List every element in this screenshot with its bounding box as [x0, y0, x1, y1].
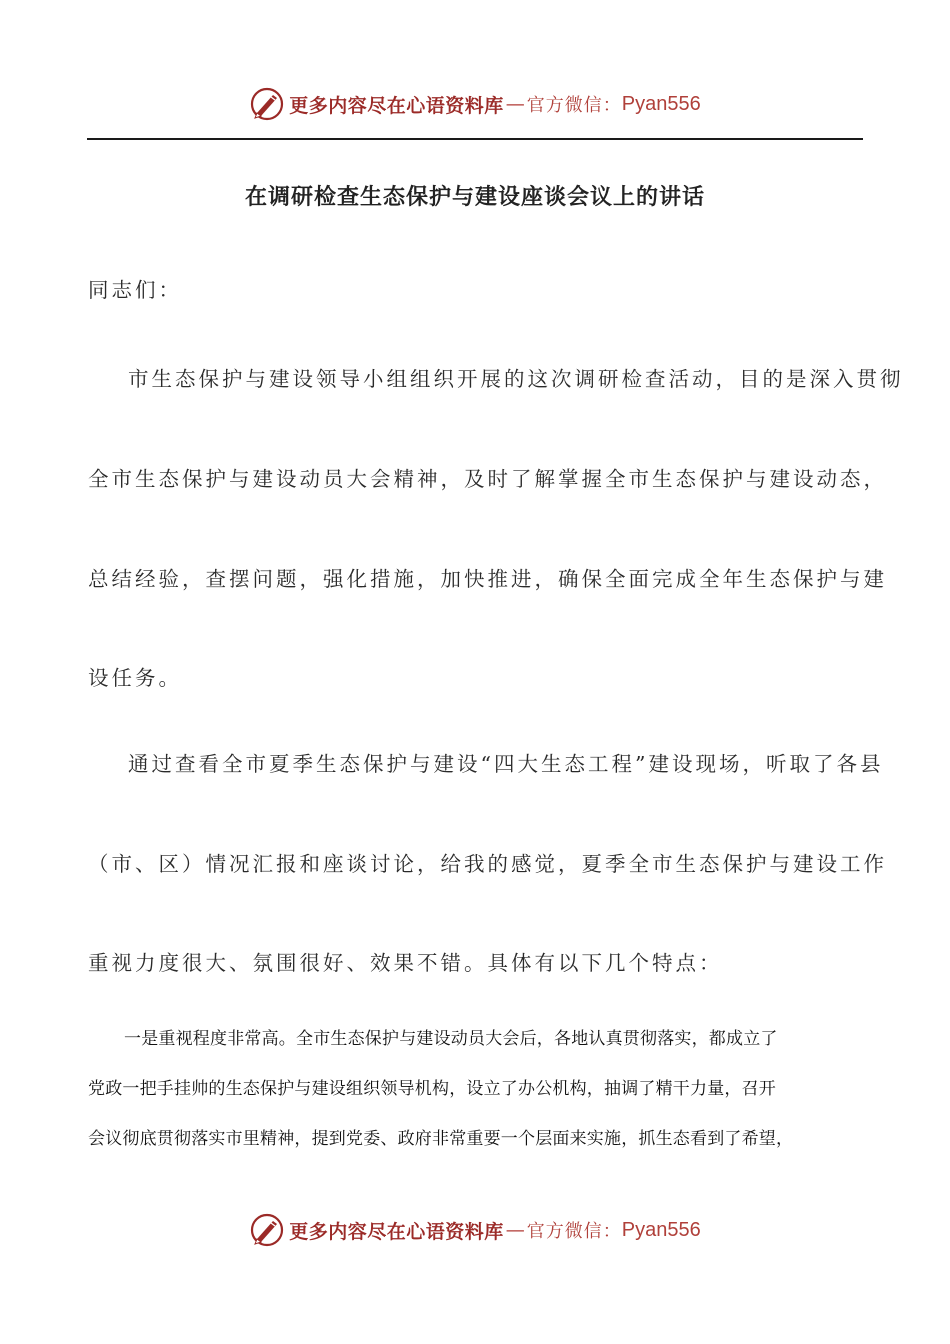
watermark-separator: — [505, 93, 525, 115]
header-divider [87, 138, 863, 140]
document-title: 在调研检查生态保护与建设座谈会议上的讲话 [244, 185, 705, 210]
watermark-wechat-label: 官方微信： [526, 95, 622, 116]
paragraph-1-line-1: 市生态保护与建设领导小组组织开展的这次调研检查活动，目的是深入贯彻 [128, 367, 904, 391]
paragraph-3-line-2: 党政一把手挂帅的生态保护与建设组织领导机构，设立了办公机构，抽调了精干力量，召开 [88, 1079, 776, 1099]
paragraph-1-line-2: 全市生态保护与建设动员大会精神，及时了解掌握全市生态保护与建设动态， [88, 467, 887, 491]
watermark-brand: 更多内容尽在心语资料库 [289, 1220, 504, 1243]
paragraph-1-line-3: 总结经验，查摆问题，强化措施，加快推进，确保全面完成全年生态保护与建 [88, 567, 887, 591]
pen-logo-icon [249, 86, 285, 122]
paragraph-2-line-2: （市、区）情况汇报和座谈讨论，给我的感觉，夏季全市生态保护与建设工作 [88, 852, 887, 876]
salutation: 同志们： [88, 278, 182, 302]
paragraph-2-line-1: 通过查看全市夏季生态保护与建设“四大生态工程”建设现场，听取了各县 [128, 752, 884, 776]
watermark-banner-bottom [0, 1210, 950, 1250]
watermark-separator: — [505, 1219, 525, 1241]
pen-logo-icon [249, 1212, 285, 1248]
paragraph-3-line-3: 会议彻底贯彻落实市里精神，提到党委、政府非常重要一个层面来实施，抓生态看到了希望， [88, 1129, 794, 1149]
paragraph-3-line-1: 一是重视程度非常高。全市生态保护与建设动员大会后，各地认真贯彻落实，都成立了 [124, 1029, 778, 1049]
watermark-wechat-id: Pyan556 [621, 1218, 701, 1241]
paragraph-2-line-3: 重视力度很大、氛围很好、效果不错。具体有以下几个特点： [88, 951, 723, 975]
watermark-wechat-label: 官方微信： [526, 1221, 622, 1242]
paragraph-1-line-4: 设任务。 [88, 666, 182, 690]
watermark-banner-top [0, 84, 950, 124]
watermark-brand: 更多内容尽在心语资料库 [289, 94, 504, 117]
watermark-wechat-id: Pyan556 [621, 92, 701, 115]
